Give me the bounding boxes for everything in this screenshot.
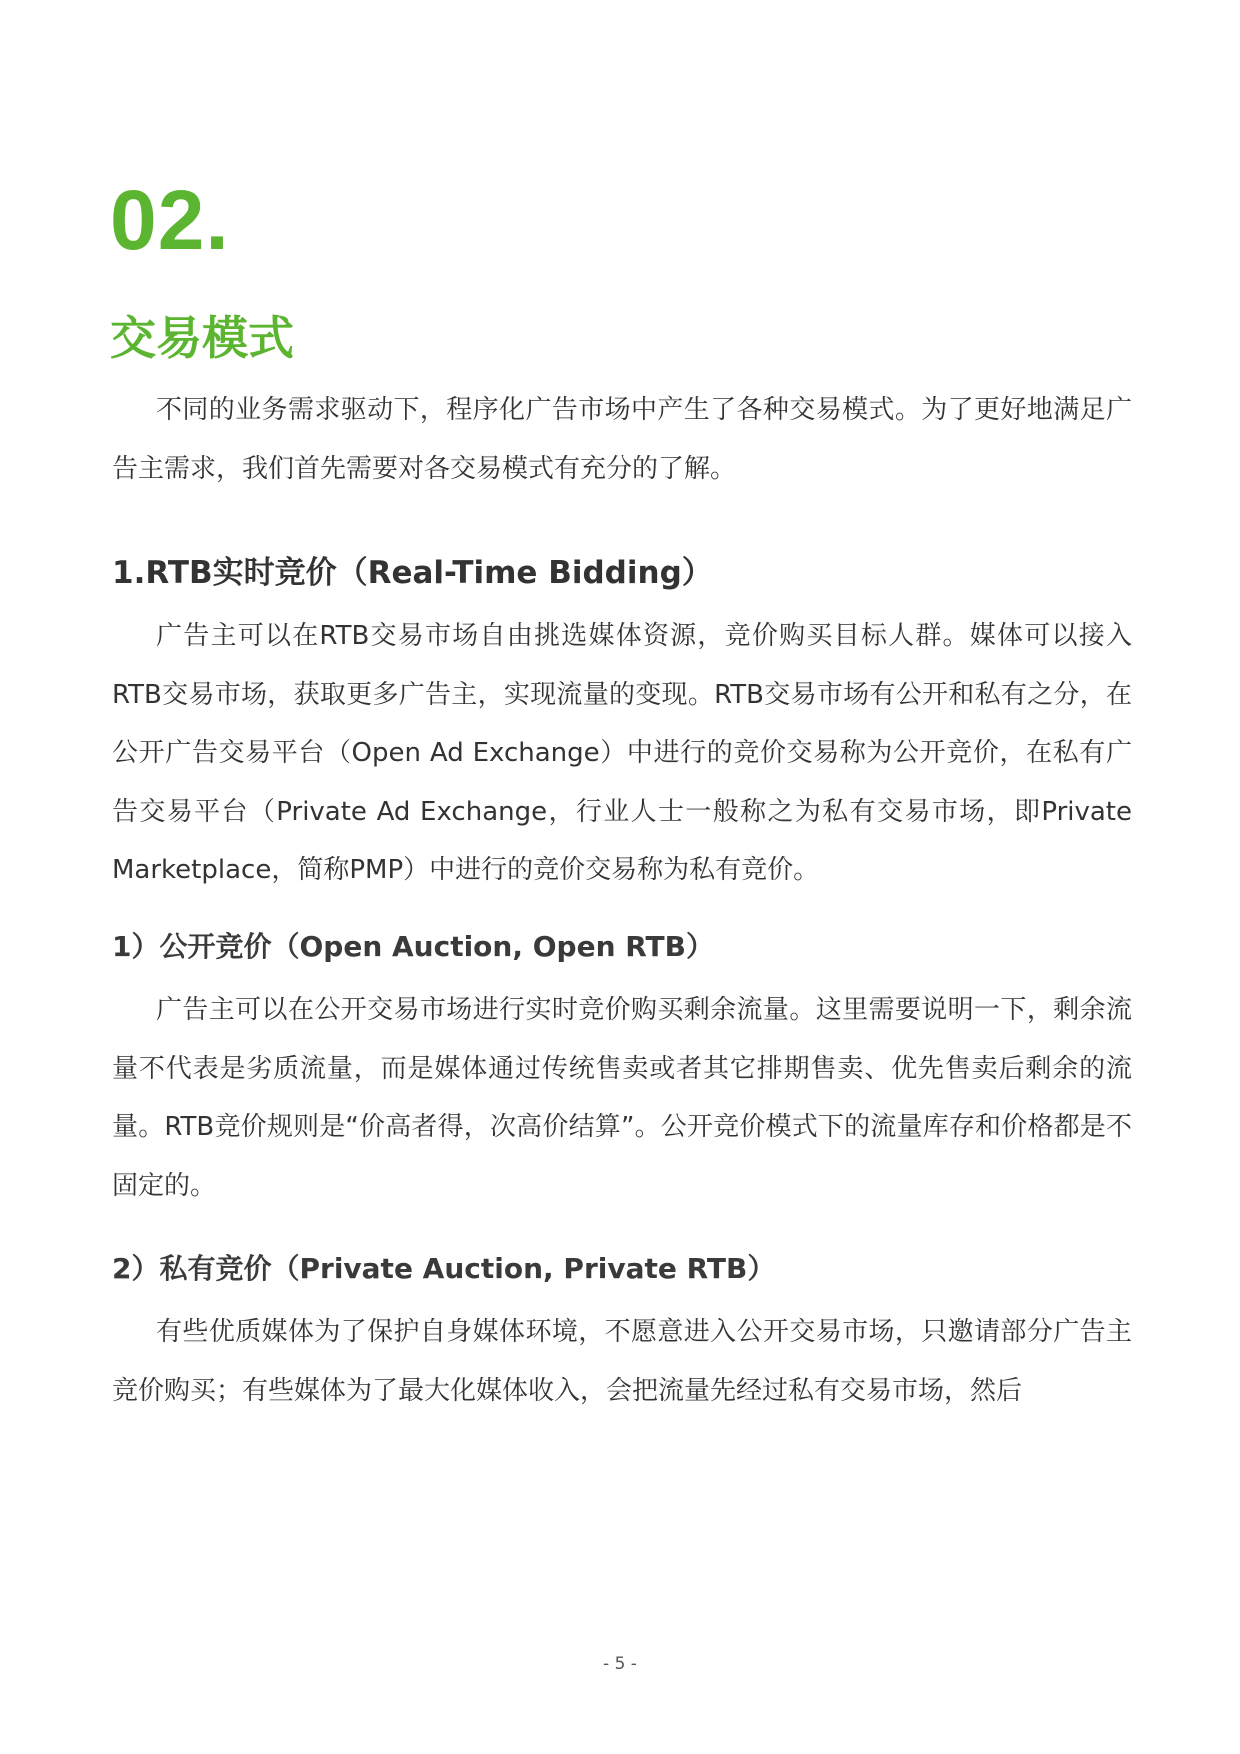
subsection-open-auction-paragraph: 广告主可以在公开交易市场进行实时竞价购买剩余流量。这里需要说明一下，剩余流量不代表是劣质流量，而是媒体通过传统售卖或者其它排期售卖、优先售卖后剩余的流量。RTB竞价规则是“价高者得，次高价结算”。公开竞价模式下的流量库存和价格都是不固定的。 [112, 995, 1132, 1201]
subsection-private-auction-paragraph: 有些优质媒体为了保护自身媒体环境，不愿意进入公开交易市场，只邀请部分广告主竞价购买；有些媒体为了最大化媒体收入，会把流量先经过私有交易市场，然后 [112, 1317, 1132, 1406]
section-heading-rtb: 1.RTB实时竞价（Real-Time Bidding） [112, 555, 713, 591]
chapter-title: 交易模式 [110, 311, 294, 365]
chapter-number: 02. [110, 173, 230, 267]
section-rtb-paragraph: 广告主可以在RTB交易市场自由挑选媒体资源，竞价购买目标人群。媒体可以接入RTB交易市场，获取更多广告主，实现流量的变现。RTB交易市场有公开和私有之分，在公开广告交易平台（Open Ad Exchange）中进行的竞价交易称为公开竞价，在私有广告交易平台（Private Ad Exchange，行业人士一般称之为私有交易市场，即Private Marketplace，简称PMP）中进行的竞价交易称为私有竞价。 [112, 621, 1132, 885]
subsection-heading-private-auction: 2）私有竞价（Private Auction, Private RTB） [112, 1252, 776, 1285]
subsection-heading-open-auction: 1）公开竞价（Open Auction, Open RTB） [112, 930, 715, 963]
intro-paragraph: 不同的业务需求驱动下，程序化广告市场中产生了各种交易模式。为了更好地满足广告主需求，我们首先需要对各交易模式有充分的了解。 [112, 395, 1132, 484]
page-number: - 5 - [603, 1654, 637, 1674]
